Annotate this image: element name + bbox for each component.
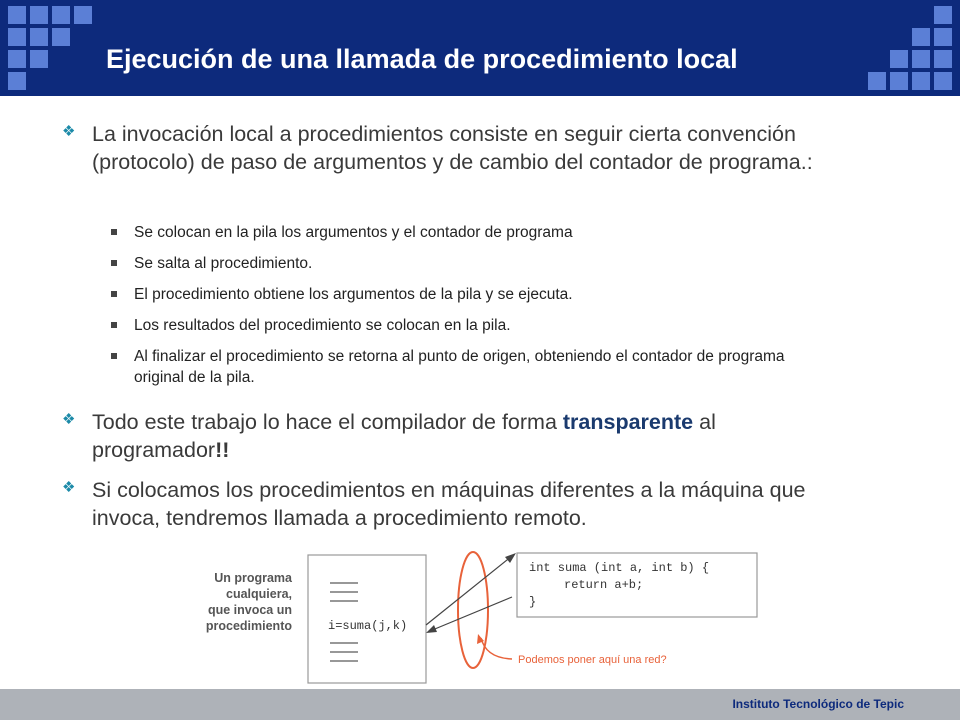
bullet-text-part: al programador	[92, 410, 716, 462]
caller-label-line: que invoca un	[207, 603, 292, 617]
code-line: int suma (int a, int b) {	[529, 561, 710, 575]
slide-header	[0, 0, 960, 96]
diamond-bullet-icon: ❖	[62, 479, 76, 496]
decor-square	[30, 28, 48, 46]
call-arrows	[426, 553, 516, 633]
institution-name: Instituto Tecnológico de Tepic	[732, 697, 904, 711]
decor-square	[30, 50, 48, 68]
decor-square	[8, 50, 26, 68]
rpc-diagram	[194, 540, 766, 689]
decor-square	[912, 72, 930, 90]
decor-square	[30, 6, 48, 24]
decor-square	[8, 72, 26, 90]
decor-square	[52, 28, 70, 46]
decor-square	[890, 50, 908, 68]
caller-label	[206, 571, 293, 633]
square-bullet-icon	[111, 291, 117, 297]
sub-bullet-text: Se colocan en la pila los argumentos y el contador de programa	[134, 224, 573, 241]
decor-square	[52, 6, 70, 24]
decor-square	[74, 6, 92, 24]
square-bullet-icon	[111, 229, 117, 235]
caller-label-line: Un programa	[214, 571, 292, 585]
decor-square	[890, 72, 908, 90]
sub-bullet-text: Al finalizar el procedimiento se retorna al punto de origen, obteniendo el contador de programa original de la pila.	[134, 348, 785, 386]
code-line: return a+b;	[564, 578, 644, 592]
network-ellipse	[458, 552, 488, 668]
decor-square	[934, 28, 952, 46]
network-note: Podemos poner aquí una red?	[518, 654, 667, 666]
square-bullet-icon	[111, 353, 117, 359]
bullet-bold-word: transparente	[562, 410, 694, 434]
sub-bullet-text: El procedimiento obtiene los argumentos de la pila y se ejecuta.	[134, 286, 573, 303]
bullet-exclaim: !!	[215, 438, 230, 462]
call-code: i=suma(j,k)	[328, 619, 408, 633]
bullet-text	[92, 408, 852, 464]
diamond-bullet-icon: ❖	[62, 411, 76, 428]
decor-square	[912, 50, 930, 68]
decor-square	[912, 28, 930, 46]
bullet-text: Si colocamos los procedimientos en máquinas diferentes a la máquina que invoca, tendremos llamada a procedimiento remoto.	[92, 478, 806, 530]
slide-title: Ejecución de una llamada de procedimiento local	[106, 44, 738, 74]
sub-bullet-text: Los resultados del procedimiento se colocan en la pila.	[134, 317, 511, 334]
bullet-text-part: Todo este trabajo lo hace el compilador de forma	[92, 410, 563, 434]
decor-square	[934, 50, 952, 68]
diamond-bullet-icon: ❖	[62, 123, 76, 140]
bullet-text: La invocación local a procedimientos consiste en seguir cierta convención (protocolo) de paso de argumentos y de cambio del contador de programa.:	[92, 122, 813, 174]
caller-label-line: procedimiento	[205, 619, 292, 633]
decor-square	[934, 72, 952, 90]
sub-bullet-text: Se salta al procedimiento.	[134, 255, 313, 272]
decor-square	[8, 28, 26, 46]
caller-label-line: cualquiera,	[226, 587, 292, 601]
square-bullet-icon	[111, 260, 117, 266]
square-bullet-icon	[111, 322, 117, 328]
decor-square	[8, 6, 26, 24]
decor-square	[934, 6, 952, 24]
decor-square	[868, 72, 886, 90]
code-line: }	[529, 595, 537, 609]
